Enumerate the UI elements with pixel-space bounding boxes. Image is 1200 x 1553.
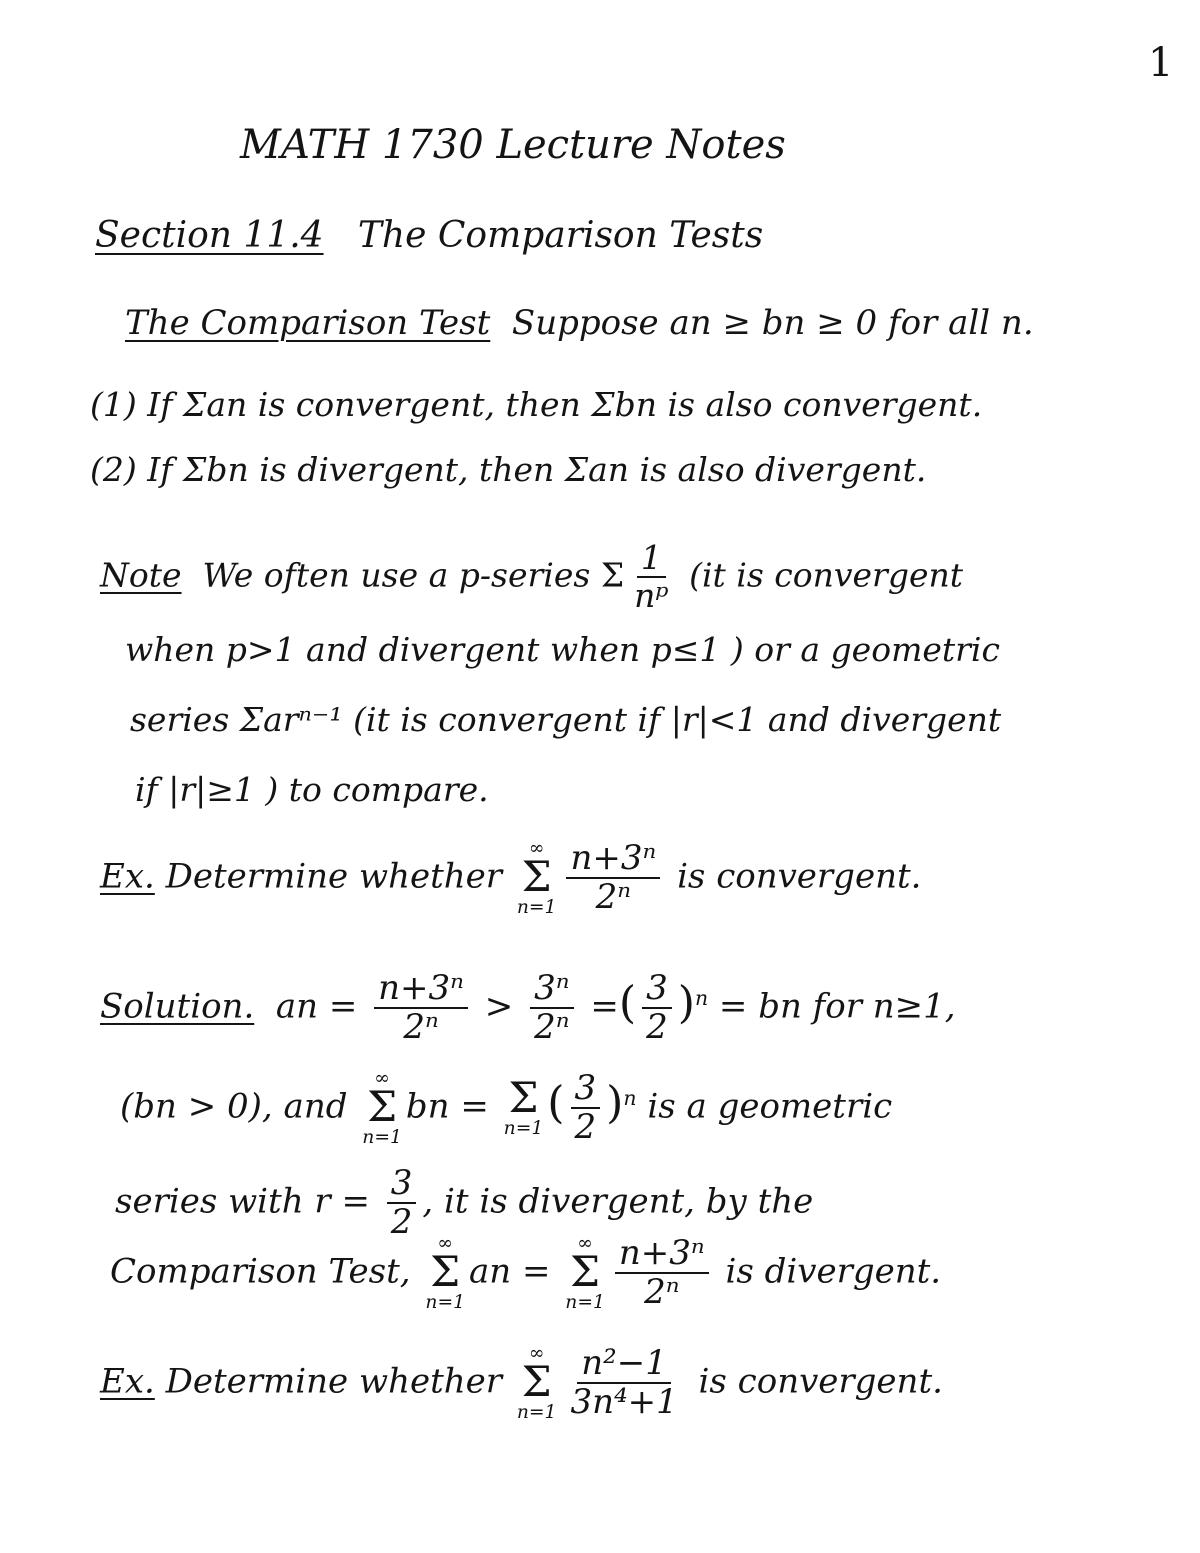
item-text: is also divergent.	[639, 450, 927, 489]
fraction-denominator: 2	[390, 1202, 413, 1243]
section-heading	[95, 215, 763, 256]
test-item-1	[90, 385, 982, 424]
summation	[362, 1070, 402, 1146]
item-sum: Σbn	[591, 385, 657, 424]
fraction-denominator: 2	[574, 1107, 597, 1148]
example-label: Ex.	[100, 856, 155, 897]
fraction-numerator: n+3ⁿ	[615, 1235, 709, 1274]
example-label: Ex.	[100, 1361, 155, 1402]
solution-line-4	[110, 1235, 941, 1312]
solution-text: series with r =	[115, 1181, 370, 1222]
fraction-denominator: 2ⁿ	[403, 1007, 439, 1048]
fraction-numerator: n²−1	[577, 1345, 671, 1384]
item-sum: Σan	[183, 385, 248, 424]
fraction-numerator: n+3ⁿ	[566, 840, 660, 879]
sum-lower: n=1	[362, 1126, 402, 1148]
fraction-denominator: 2ⁿ	[644, 1272, 680, 1313]
solution-text: =	[590, 986, 619, 1027]
sigma-symbol: Σ	[570, 1248, 601, 1298]
solution-line-3	[115, 1165, 813, 1242]
sum-lower: n=1	[565, 1291, 605, 1313]
fraction-denominator: 2ⁿ	[534, 1007, 570, 1048]
fraction-denominator: nᵖ	[634, 576, 669, 616]
sum-upper: ∞	[437, 1233, 453, 1255]
sigma-symbol: Σ	[521, 853, 552, 903]
fraction-denominator: 2	[646, 1007, 668, 1048]
left-paren: (	[618, 977, 637, 1029]
summation	[517, 1345, 557, 1421]
example-fraction	[566, 1345, 681, 1422]
solution-text: is a geometric	[647, 1086, 893, 1127]
statement-prefix: Suppose	[511, 303, 659, 343]
summation	[503, 1074, 544, 1139]
right-paren: )	[677, 977, 695, 1029]
solution-text: , it is divergent, by the	[422, 1181, 814, 1222]
solution-text: bn =	[405, 1086, 489, 1127]
fraction-denominator: 2ⁿ	[595, 877, 632, 918]
fraction-denominator: 3n⁴+1	[570, 1382, 678, 1423]
test-item-2	[90, 450, 926, 489]
note-line-4: if |r|≥1 ) to compare.	[135, 770, 489, 809]
solution-text: >	[484, 986, 514, 1027]
item-text: If	[147, 450, 173, 489]
note-line-3	[130, 700, 1001, 739]
fraction-numerator: 3	[387, 1165, 417, 1204]
solution-line-2	[120, 1070, 892, 1147]
page-number: 1	[1148, 40, 1174, 86]
statement-math: an ≥ bn ≥ 0	[669, 303, 878, 343]
solution-fraction	[571, 1070, 601, 1147]
note-text: series	[130, 700, 230, 739]
solution-fraction	[642, 970, 672, 1047]
solution-fraction	[615, 1235, 709, 1312]
item-sum: Σbn	[183, 450, 249, 489]
section-title: The Comparison Tests	[357, 215, 764, 256]
example-text: is convergent.	[698, 1361, 943, 1402]
example-fraction	[566, 840, 660, 917]
sigma-symbol: Σ	[600, 555, 625, 595]
example-text: Determine whether	[165, 1361, 503, 1402]
solution-line-1	[100, 970, 956, 1047]
solution-text: (bn > 0), and	[120, 1086, 348, 1127]
sum-upper: ∞	[577, 1233, 593, 1255]
solution-fraction	[374, 970, 468, 1047]
sum-upper: ∞	[528, 838, 545, 860]
item-sum: Σan	[564, 450, 630, 489]
example-1	[100, 840, 921, 917]
example-2	[100, 1345, 943, 1422]
note-text: (it is convergent	[689, 555, 963, 595]
sum-lower: n=1	[503, 1117, 544, 1139]
fraction-numerator: 3	[642, 970, 672, 1009]
solution-fraction	[387, 1165, 417, 1242]
sum-lower: n=1	[516, 896, 557, 918]
example-text: is convergent.	[677, 856, 922, 897]
note-line-2: when p>1 and divergent when p≤1 ) or a geometric	[125, 630, 1000, 669]
solution-text: = bn for n≥1,	[718, 986, 956, 1027]
exponent: n	[623, 1086, 637, 1111]
sum-upper: ∞	[374, 1068, 390, 1090]
example-text: Determine whether	[165, 856, 503, 897]
comparison-test-statement	[125, 303, 1034, 343]
note-line-1	[100, 540, 963, 615]
solution-text: an =	[275, 986, 358, 1027]
sum-lower: n=1	[425, 1291, 465, 1313]
fraction-numerator: 1	[637, 540, 666, 578]
item-marker: (2)	[90, 450, 137, 489]
solution-text: is divergent.	[725, 1251, 942, 1292]
summation	[517, 840, 557, 916]
comparison-test-label: The Comparison Test	[125, 303, 491, 343]
item-text: is divergent, then	[259, 450, 555, 489]
item-text: is convergent, then	[257, 385, 581, 424]
statement-suffix: for all n.	[887, 303, 1034, 343]
sum-upper: ∞	[528, 1343, 545, 1365]
solution-text: an =	[469, 1251, 551, 1292]
sigma-symbol: Σ	[430, 1248, 461, 1298]
right-paren: )	[606, 1077, 624, 1129]
item-text: is also convergent.	[667, 385, 983, 424]
page-title: MATH 1730 Lecture Notes	[240, 122, 786, 168]
note-text: We often use a p-series	[202, 555, 591, 595]
fraction-numerator: 3ⁿ	[530, 970, 573, 1009]
sigma-symbol: Σ	[367, 1083, 398, 1133]
summation	[565, 1235, 605, 1311]
note-label: Note	[100, 555, 182, 595]
item-text: If	[147, 385, 173, 424]
pseries-fraction	[630, 540, 672, 615]
section-label: Section 11.4	[95, 215, 324, 256]
solution-fraction	[530, 970, 573, 1047]
sum-lower: n=1	[516, 1401, 557, 1423]
item-marker: (1)	[90, 385, 137, 424]
solution-text: Comparison Test,	[110, 1251, 411, 1292]
exponent: n	[694, 986, 709, 1011]
sigma-symbol: Σ	[508, 1074, 539, 1124]
left-paren: (	[547, 1077, 565, 1129]
fraction-numerator: 3	[571, 1070, 601, 1109]
sigma-symbol: Σ	[521, 1358, 552, 1408]
solution-label: Solution.	[100, 986, 255, 1027]
note-text: (it is convergent if |r|<1 and divergent	[353, 700, 1002, 739]
geometric-series: Σarⁿ⁻¹	[239, 700, 343, 739]
fraction-numerator: n+3ⁿ	[374, 970, 468, 1009]
summation	[425, 1235, 465, 1311]
